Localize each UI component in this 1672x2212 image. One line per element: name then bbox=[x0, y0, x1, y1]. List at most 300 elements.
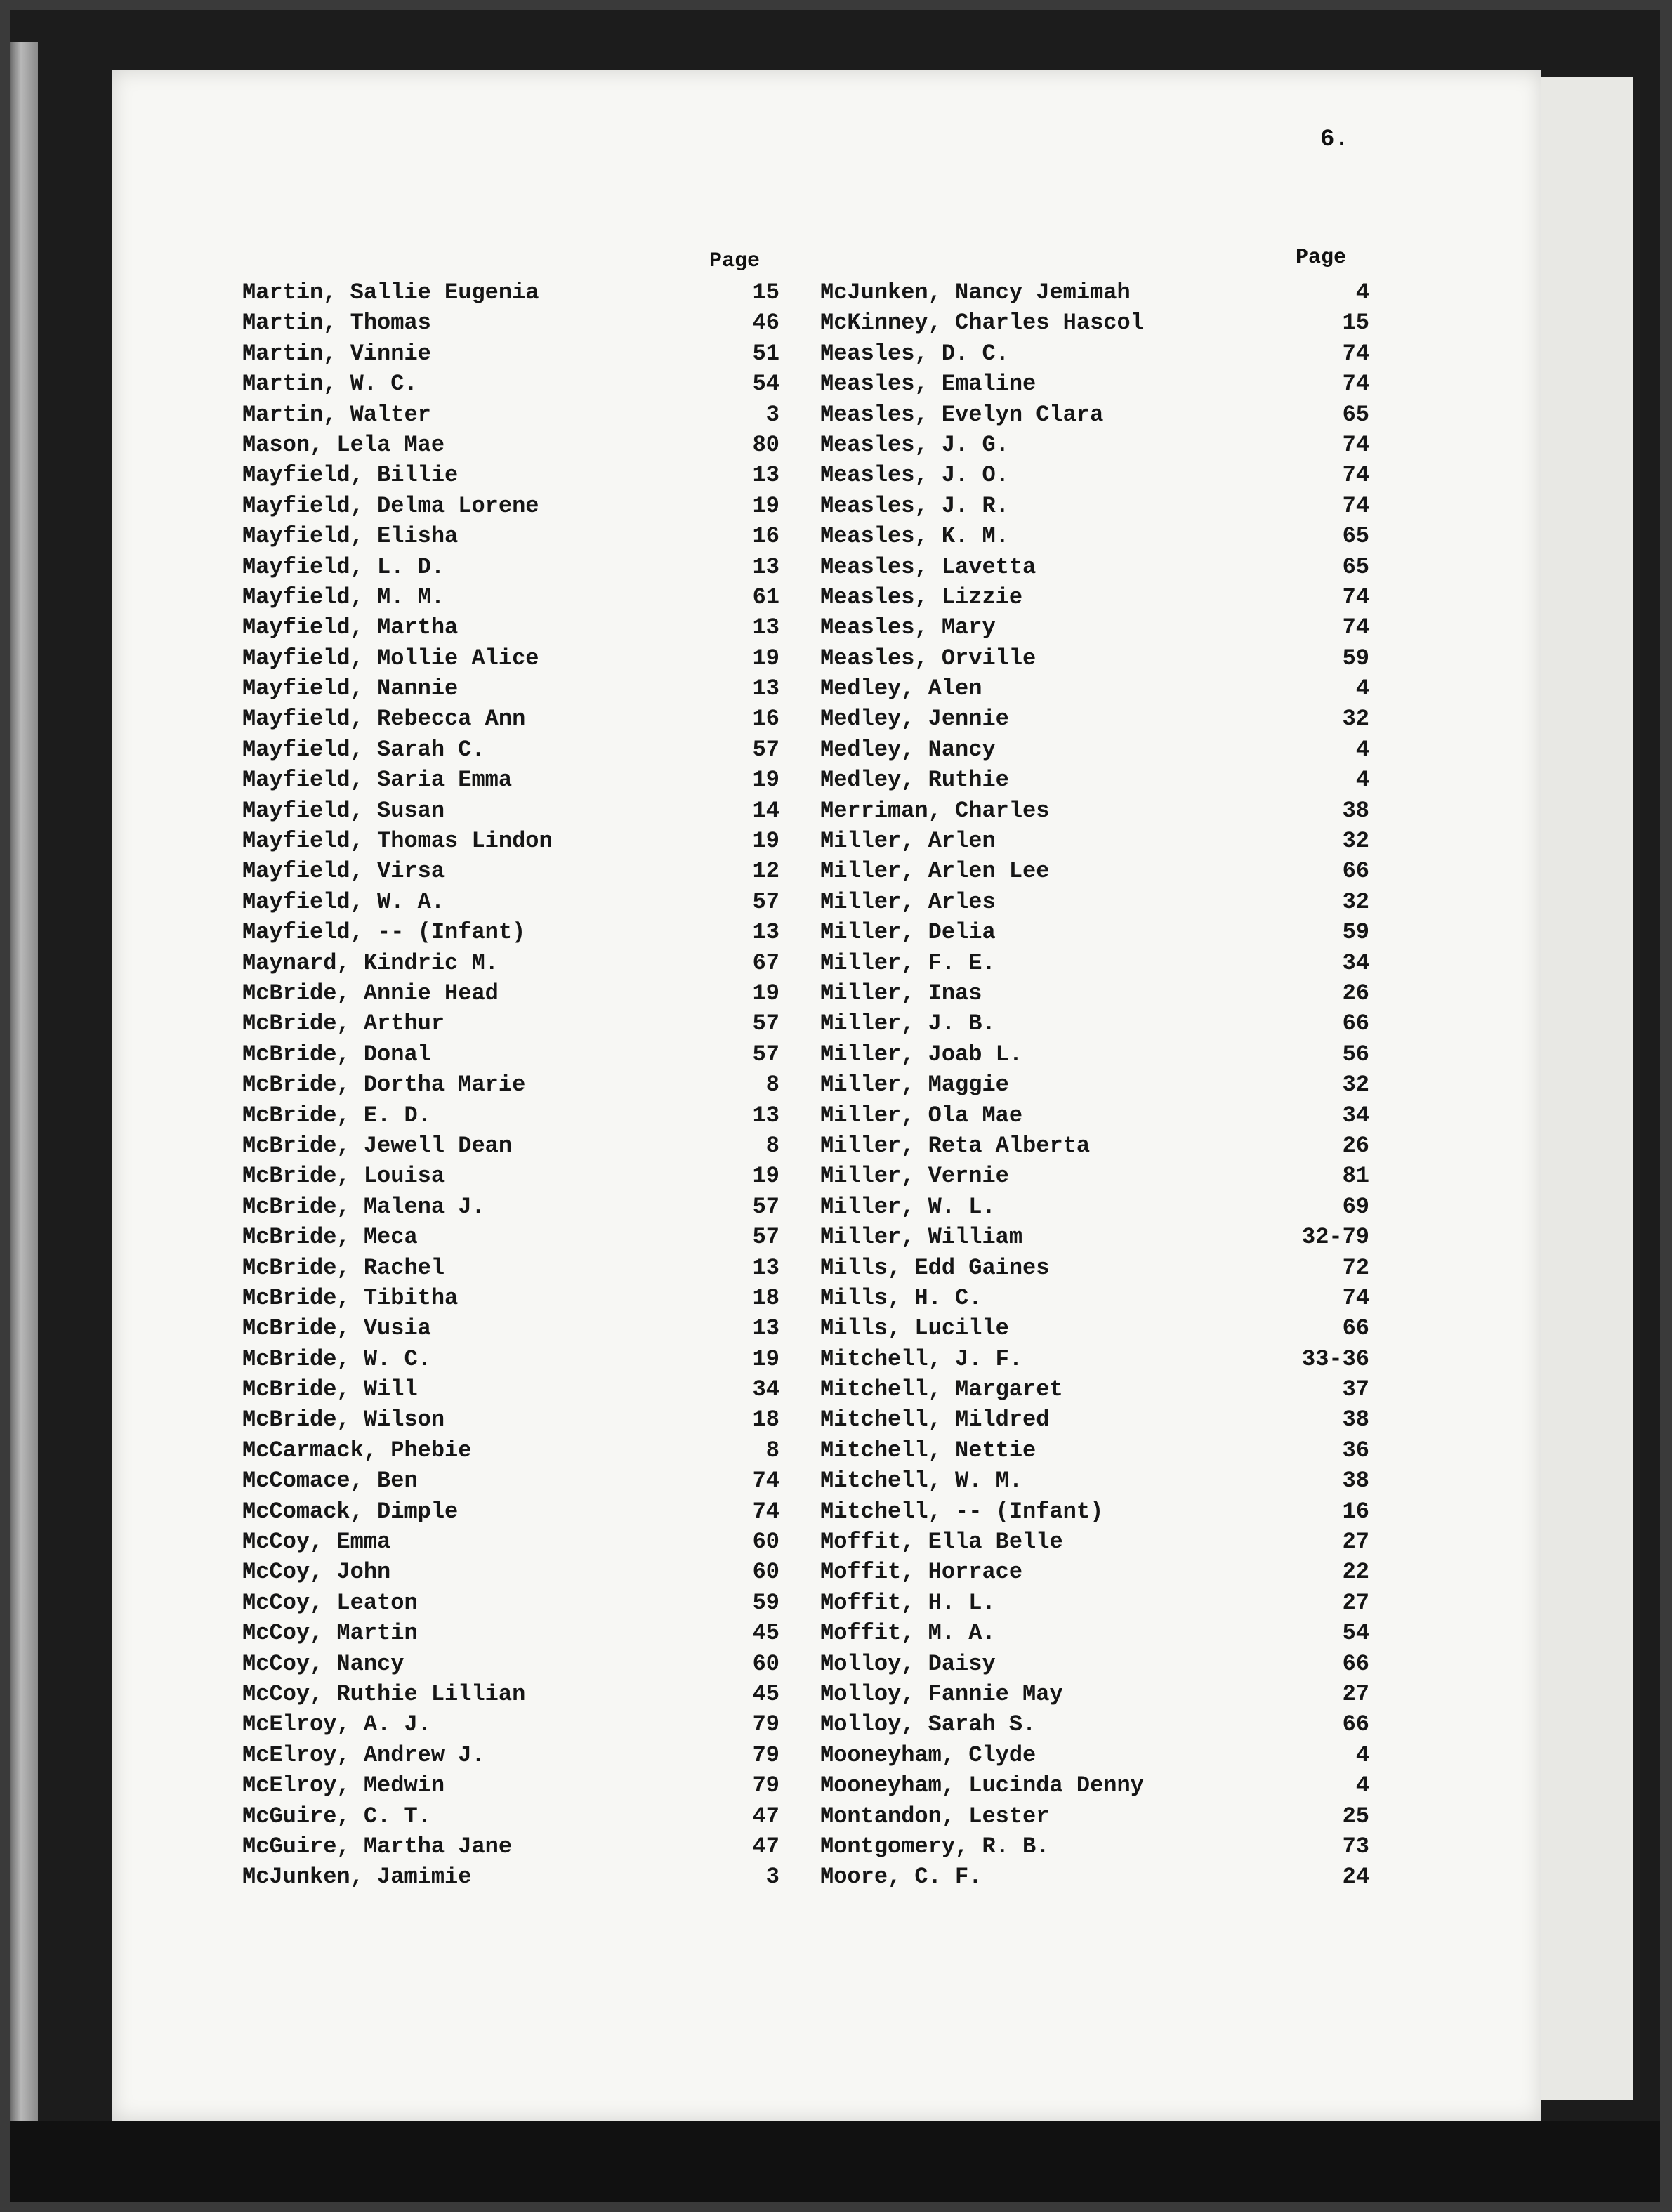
entry-page: 14 bbox=[752, 797, 779, 824]
entry-name: Mayfield, Mollie Alice bbox=[242, 645, 539, 671]
entry-name: McBride, Will bbox=[242, 1376, 418, 1403]
entry-name: Mayfield, Martha bbox=[242, 614, 459, 641]
entry-page: 8 bbox=[765, 1437, 779, 1463]
entry-page: 46 bbox=[752, 310, 779, 336]
index-entry bbox=[820, 1496, 1369, 1527]
entry-name: Measles, Orville bbox=[820, 645, 1036, 671]
entry-page: 57 bbox=[752, 1224, 779, 1251]
entry-page: 66 bbox=[1342, 1650, 1369, 1677]
entry-page: 18 bbox=[752, 1284, 779, 1311]
entry-name: McCoy, Leaton bbox=[242, 1589, 418, 1616]
entry-page: 8 bbox=[765, 1132, 779, 1159]
entry-page: 15 bbox=[752, 279, 779, 305]
entry-page: 19 bbox=[752, 1163, 779, 1190]
index-entry bbox=[242, 1344, 779, 1374]
index-entry bbox=[820, 948, 1369, 978]
entry-page: 65 bbox=[1342, 523, 1369, 550]
entry-page: 72 bbox=[1342, 1254, 1369, 1281]
right-index-column bbox=[820, 277, 1369, 1892]
entry-page: 67 bbox=[752, 949, 779, 976]
index-entry bbox=[820, 917, 1369, 947]
right-page-column-header: Page bbox=[1296, 246, 1347, 270]
entry-name: McCoy, Martin bbox=[242, 1620, 418, 1647]
index-entry bbox=[820, 521, 1369, 551]
entry-page: 13 bbox=[752, 462, 779, 489]
entry-name: McCoy, John bbox=[242, 1559, 391, 1586]
index-entry bbox=[242, 1161, 779, 1191]
entry-name: McElroy, Andrew J. bbox=[242, 1742, 485, 1768]
entry-name: Miller, Delia bbox=[820, 919, 996, 946]
entry-page: 79 bbox=[752, 1711, 779, 1738]
entry-name: McJunken, Jamimie bbox=[242, 1864, 472, 1890]
index-entry bbox=[820, 552, 1369, 582]
entry-page: 54 bbox=[752, 371, 779, 397]
index-entry bbox=[242, 1557, 779, 1587]
entry-page: 38 bbox=[1342, 1407, 1369, 1433]
index-entry bbox=[242, 704, 779, 734]
entry-page: 13 bbox=[752, 676, 779, 702]
entry-page: 8 bbox=[765, 1072, 779, 1098]
entry-page: 36 bbox=[1342, 1437, 1369, 1463]
entry-name: Medley, Alen bbox=[820, 676, 982, 702]
entry-page: 74 bbox=[1342, 431, 1369, 458]
entry-page: 32 bbox=[1342, 828, 1369, 855]
entry-name: Mills, Edd Gaines bbox=[820, 1254, 1050, 1281]
index-entry bbox=[820, 796, 1369, 826]
index-entry bbox=[242, 1283, 779, 1313]
index-entry bbox=[242, 308, 779, 338]
entry-page: 74 bbox=[1342, 371, 1369, 397]
index-entry bbox=[242, 1527, 779, 1557]
entry-page: 38 bbox=[1342, 797, 1369, 824]
index-entry bbox=[820, 369, 1369, 399]
index-entry bbox=[242, 277, 779, 308]
index-entry bbox=[820, 1404, 1369, 1435]
entry-page: 59 bbox=[752, 1589, 779, 1616]
index-entry bbox=[820, 1100, 1369, 1131]
index-entry bbox=[242, 1404, 779, 1435]
entry-page: 19 bbox=[752, 828, 779, 855]
entry-name: Montgomery, R. B. bbox=[820, 1833, 1050, 1859]
entry-name: Miller, Arlen Lee bbox=[820, 858, 1050, 885]
entry-page: 27 bbox=[1342, 1529, 1369, 1555]
entry-page: 27 bbox=[1342, 1680, 1369, 1707]
index-entry bbox=[820, 1283, 1369, 1313]
entry-name: Miller, Inas bbox=[820, 980, 982, 1006]
entry-name: Measles, Lavetta bbox=[820, 553, 1036, 580]
entry-name: Mooneyham, Lucinda Denny bbox=[820, 1772, 1144, 1799]
entry-page: 4 bbox=[1355, 1742, 1369, 1768]
entry-page: 45 bbox=[752, 1620, 779, 1647]
entry-page: 4 bbox=[1355, 1772, 1369, 1799]
entry-name: Mayfield, Delma Lorene bbox=[242, 492, 539, 519]
entry-name: Martin, W. C. bbox=[242, 371, 418, 397]
entry-page: 13 bbox=[752, 919, 779, 946]
index-entry bbox=[820, 704, 1369, 734]
index-entry bbox=[242, 643, 779, 673]
entry-name: Mayfield, Susan bbox=[242, 797, 445, 824]
entry-name: Mooneyham, Clyde bbox=[820, 1742, 1036, 1768]
entry-name: Miller, Arlen bbox=[820, 828, 996, 855]
left-page-column-header: Page bbox=[709, 249, 761, 273]
entry-name: McBride, Louisa bbox=[242, 1163, 445, 1190]
entry-page: 74 bbox=[1342, 614, 1369, 641]
entry-page: 66 bbox=[1342, 1010, 1369, 1037]
entry-name: Medley, Nancy bbox=[820, 736, 996, 763]
entry-name: Molloy, Sarah S. bbox=[820, 1711, 1036, 1738]
entry-page: 57 bbox=[752, 888, 779, 915]
entry-name: Measles, J. O. bbox=[820, 462, 1009, 489]
entry-page: 22 bbox=[1342, 1559, 1369, 1586]
entry-page: 47 bbox=[752, 1803, 779, 1829]
entry-page: 4 bbox=[1355, 736, 1369, 763]
entry-page: 59 bbox=[1342, 919, 1369, 946]
entry-name: McElroy, Medwin bbox=[242, 1772, 445, 1799]
entry-name: Mitchell, Mildred bbox=[820, 1407, 1050, 1433]
entry-name: McBride, Meca bbox=[242, 1224, 418, 1251]
entry-name: Mayfield, Thomas Lindon bbox=[242, 828, 553, 855]
entry-page: 57 bbox=[752, 1041, 779, 1067]
previous-page-edge bbox=[10, 42, 38, 2121]
entry-page: 66 bbox=[1342, 1711, 1369, 1738]
entry-page: 57 bbox=[752, 1010, 779, 1037]
index-entry bbox=[242, 1039, 779, 1069]
entry-name: Maynard, Kindric M. bbox=[242, 949, 499, 976]
entry-name: Measles, J. R. bbox=[820, 492, 1009, 519]
entry-page: 12 bbox=[752, 858, 779, 885]
entry-name: McBride, Jewell Dean bbox=[242, 1132, 513, 1159]
index-entry bbox=[820, 1557, 1369, 1587]
index-entry bbox=[242, 948, 779, 978]
entry-name: McBride, Malena J. bbox=[242, 1193, 485, 1220]
index-entry bbox=[820, 1588, 1369, 1618]
index-entry bbox=[242, 1740, 779, 1770]
index-entry bbox=[242, 1770, 779, 1800]
entry-page: 60 bbox=[752, 1529, 779, 1555]
entry-page: 74 bbox=[1342, 584, 1369, 610]
index-entry bbox=[242, 826, 779, 856]
entry-name: Martin, Walter bbox=[242, 401, 431, 428]
entry-name: McGuire, C. T. bbox=[242, 1803, 431, 1829]
index-entry bbox=[242, 735, 779, 765]
entry-name: Mayfield, Rebecca Ann bbox=[242, 706, 526, 732]
entry-name: McCoy, Ruthie Lillian bbox=[242, 1680, 526, 1707]
index-entry bbox=[242, 1131, 779, 1161]
entry-page: 13 bbox=[752, 1102, 779, 1128]
entry-name: Mills, Lucille bbox=[820, 1315, 1009, 1342]
entry-page: 25 bbox=[1342, 1803, 1369, 1829]
entry-name: Mitchell, W. M. bbox=[820, 1468, 1023, 1494]
index-entry bbox=[820, 430, 1369, 460]
entry-page: 56 bbox=[1342, 1041, 1369, 1067]
entry-page: 54 bbox=[1342, 1620, 1369, 1647]
entry-name: Medley, Jennie bbox=[820, 706, 1009, 732]
entry-name: Measles, Evelyn Clara bbox=[820, 401, 1104, 428]
entry-page: 19 bbox=[752, 767, 779, 794]
entry-page: 66 bbox=[1342, 858, 1369, 885]
entry-page: 19 bbox=[752, 645, 779, 671]
entry-page: 51 bbox=[752, 340, 779, 367]
entry-name: McJunken, Nancy Jemimah bbox=[820, 279, 1131, 305]
index-entry bbox=[242, 1649, 779, 1679]
index-entry bbox=[820, 1039, 1369, 1069]
entry-name: Martin, Sallie Eugenia bbox=[242, 279, 539, 305]
entry-name: Mitchell, -- (Infant) bbox=[820, 1498, 1104, 1525]
index-entry bbox=[242, 1069, 779, 1100]
index-entry bbox=[242, 1374, 779, 1404]
entry-page: 13 bbox=[752, 1254, 779, 1281]
entry-name: Moffit, H. L. bbox=[820, 1589, 996, 1616]
entry-name: Mayfield, L. D. bbox=[242, 553, 445, 580]
entry-page: 19 bbox=[752, 492, 779, 519]
page-right-edge bbox=[1541, 77, 1633, 2100]
index-entry bbox=[242, 673, 779, 704]
entry-name: Moffit, Horrace bbox=[820, 1559, 1023, 1586]
entry-page: 60 bbox=[752, 1650, 779, 1677]
entry-name: McBride, Arthur bbox=[242, 1010, 445, 1037]
entry-name: Medley, Ruthie bbox=[820, 767, 1009, 794]
entry-name: Martin, Thomas bbox=[242, 310, 431, 336]
index-entry bbox=[242, 338, 779, 369]
index-entry bbox=[820, 1527, 1369, 1557]
index-entry bbox=[242, 1253, 779, 1283]
entry-name: McBride, Donal bbox=[242, 1041, 431, 1067]
entry-name: McGuire, Martha Jane bbox=[242, 1833, 513, 1859]
entry-page: 65 bbox=[1342, 553, 1369, 580]
entry-name: McCarmack, Phebie bbox=[242, 1437, 472, 1463]
entry-page: 16 bbox=[752, 706, 779, 732]
entry-name: Measles, Lizzie bbox=[820, 584, 1023, 610]
entry-name: Miller, Reta Alberta bbox=[820, 1132, 1091, 1159]
entry-page: 24 bbox=[1342, 1864, 1369, 1890]
entry-name: Miller, Maggie bbox=[820, 1072, 1009, 1098]
entry-page: 19 bbox=[752, 1345, 779, 1372]
entry-page: 34 bbox=[1342, 949, 1369, 976]
entry-page: 16 bbox=[1342, 1498, 1369, 1525]
index-entry bbox=[820, 1435, 1369, 1466]
entry-name: Moore, C. F. bbox=[820, 1864, 982, 1890]
index-entry bbox=[820, 400, 1369, 430]
entry-name: Mayfield, Elisha bbox=[242, 523, 459, 550]
entry-page: 74 bbox=[1342, 340, 1369, 367]
index-entry bbox=[242, 491, 779, 521]
entry-name: Molloy, Daisy bbox=[820, 1650, 996, 1677]
entry-page: 74 bbox=[752, 1468, 779, 1494]
entry-name: McComack, Dimple bbox=[242, 1498, 459, 1525]
entry-page: 69 bbox=[1342, 1193, 1369, 1220]
entry-name: Miller, Arles bbox=[820, 888, 996, 915]
entry-name: McBride, Annie Head bbox=[242, 980, 499, 1006]
entry-name: McComace, Ben bbox=[242, 1468, 418, 1494]
entry-page: 74 bbox=[1342, 1284, 1369, 1311]
entry-name: Mason, Lela Mae bbox=[242, 431, 445, 458]
index-entry bbox=[820, 1344, 1369, 1374]
index-entry bbox=[820, 765, 1369, 795]
index-entry bbox=[242, 612, 779, 643]
index-entry bbox=[242, 1618, 779, 1648]
entry-name: McBride, Rachel bbox=[242, 1254, 445, 1281]
entry-name: Moffit, M. A. bbox=[820, 1620, 996, 1647]
index-entry bbox=[242, 1222, 779, 1252]
entry-page: 74 bbox=[1342, 492, 1369, 519]
entry-page: 57 bbox=[752, 1193, 779, 1220]
index-entry bbox=[242, 430, 779, 460]
entry-name: Mitchell, J. F. bbox=[820, 1345, 1023, 1372]
entry-name: Miller, W. L. bbox=[820, 1193, 996, 1220]
entry-page: 65 bbox=[1342, 401, 1369, 428]
entry-page: 45 bbox=[752, 1680, 779, 1707]
entry-page: 66 bbox=[1342, 1315, 1369, 1342]
entry-page: 4 bbox=[1355, 676, 1369, 702]
entry-page: 3 bbox=[765, 401, 779, 428]
index-entry bbox=[242, 1008, 779, 1039]
entry-name: Miller, F. E. bbox=[820, 949, 996, 976]
entry-page: 27 bbox=[1342, 1589, 1369, 1616]
entry-page: 34 bbox=[1342, 1102, 1369, 1128]
index-entry bbox=[820, 612, 1369, 643]
entry-page: 80 bbox=[752, 431, 779, 458]
entry-page: 3 bbox=[765, 1864, 779, 1890]
index-entry bbox=[820, 1069, 1369, 1100]
index-entry bbox=[242, 765, 779, 795]
entry-page: 59 bbox=[1342, 645, 1369, 671]
entry-name: Miller, Ola Mae bbox=[820, 1102, 1023, 1128]
index-entry bbox=[820, 1618, 1369, 1648]
index-entry bbox=[820, 1192, 1369, 1222]
index-entry bbox=[242, 400, 779, 430]
entry-name: McBride, Tibitha bbox=[242, 1284, 459, 1311]
index-entry bbox=[242, 1862, 779, 1892]
index-entry bbox=[242, 1192, 779, 1222]
entry-name: Merriman, Charles bbox=[820, 797, 1050, 824]
entry-page: 19 bbox=[752, 980, 779, 1006]
entry-name: McBride, E. D. bbox=[242, 1102, 431, 1128]
entry-page: 4 bbox=[1355, 279, 1369, 305]
index-entry bbox=[242, 1679, 779, 1709]
entry-page: 81 bbox=[1342, 1163, 1369, 1190]
index-entry bbox=[242, 978, 779, 1008]
entry-page: 79 bbox=[752, 1772, 779, 1799]
entry-name: McKinney, Charles Hascol bbox=[820, 310, 1144, 336]
entry-page: 13 bbox=[752, 614, 779, 641]
index-entry bbox=[820, 1740, 1369, 1770]
entry-page: 60 bbox=[752, 1559, 779, 1586]
entry-page: 4 bbox=[1355, 767, 1369, 794]
entry-page: 18 bbox=[752, 1407, 779, 1433]
entry-page: 32 bbox=[1342, 706, 1369, 732]
entry-page: 38 bbox=[1342, 1468, 1369, 1494]
entry-name: McCoy, Nancy bbox=[242, 1650, 404, 1677]
entry-page: 57 bbox=[752, 736, 779, 763]
entry-name: McElroy, A. J. bbox=[242, 1711, 431, 1738]
entry-page: 16 bbox=[752, 523, 779, 550]
index-entry bbox=[820, 582, 1369, 612]
index-entry bbox=[820, 1679, 1369, 1709]
entry-name: Measles, Mary bbox=[820, 614, 996, 641]
entry-page: 13 bbox=[752, 1315, 779, 1342]
entry-page: 26 bbox=[1342, 1132, 1369, 1159]
entry-page: 61 bbox=[752, 584, 779, 610]
index-entry bbox=[820, 1253, 1369, 1283]
entry-name: McCoy, Emma bbox=[242, 1529, 391, 1555]
entry-page: 73 bbox=[1342, 1833, 1369, 1859]
entry-name: Montandon, Lester bbox=[820, 1803, 1050, 1829]
entry-name: Mayfield, Billie bbox=[242, 462, 459, 489]
index-entry bbox=[820, 643, 1369, 673]
index-entry bbox=[820, 1161, 1369, 1191]
index-entry bbox=[242, 460, 779, 490]
entry-name: Miller, William bbox=[820, 1224, 1023, 1251]
index-entry bbox=[820, 1831, 1369, 1862]
index-entry bbox=[242, 1435, 779, 1466]
entry-name: McBride, W. C. bbox=[242, 1345, 431, 1372]
index-entry bbox=[242, 521, 779, 551]
entry-name: Measles, D. C. bbox=[820, 340, 1009, 367]
page-number: 6. bbox=[1320, 126, 1349, 153]
index-entry bbox=[820, 338, 1369, 369]
index-entry bbox=[820, 1709, 1369, 1739]
index-entry bbox=[820, 856, 1369, 886]
entry-name: Measles, Emaline bbox=[820, 371, 1036, 397]
index-entry bbox=[820, 735, 1369, 765]
entry-name: Mitchell, Margaret bbox=[820, 1376, 1063, 1403]
entry-name: Mayfield, -- (Infant) bbox=[242, 919, 526, 946]
entry-page: 33-36 bbox=[1301, 1345, 1369, 1372]
index-entry bbox=[820, 1862, 1369, 1892]
entry-name: Moffit, Ella Belle bbox=[820, 1529, 1063, 1555]
index-entry bbox=[242, 1496, 779, 1527]
entry-page: 32 bbox=[1342, 1072, 1369, 1098]
entry-page: 26 bbox=[1342, 980, 1369, 1006]
index-entry bbox=[820, 1801, 1369, 1831]
index-entry bbox=[242, 856, 779, 886]
entry-page: 74 bbox=[752, 1498, 779, 1525]
index-entry bbox=[820, 1770, 1369, 1800]
index-entry bbox=[242, 552, 779, 582]
entry-page: 74 bbox=[1342, 462, 1369, 489]
index-entry bbox=[242, 887, 779, 917]
entry-name: Mitchell, Nettie bbox=[820, 1437, 1036, 1463]
index-entry bbox=[820, 1222, 1369, 1252]
entry-name: McBride, Dortha Marie bbox=[242, 1072, 526, 1098]
entry-page: 15 bbox=[1342, 310, 1369, 336]
index-entry bbox=[820, 1374, 1369, 1404]
index-entry bbox=[820, 978, 1369, 1008]
index-entry bbox=[820, 1313, 1369, 1343]
entry-name: Measles, K. M. bbox=[820, 523, 1009, 550]
index-entry bbox=[820, 460, 1369, 490]
index-entry bbox=[242, 1588, 779, 1618]
entry-name: Miller, Joab L. bbox=[820, 1041, 1023, 1067]
index-entry bbox=[820, 1008, 1369, 1039]
index-entry bbox=[242, 582, 779, 612]
entry-name: McBride, Wilson bbox=[242, 1407, 445, 1433]
index-entry bbox=[242, 1709, 779, 1739]
entry-name: Mayfield, M. M. bbox=[242, 584, 445, 610]
entry-name: Mayfield, W. A. bbox=[242, 888, 445, 915]
entry-name: McBride, Vusia bbox=[242, 1315, 431, 1342]
left-index-column bbox=[242, 277, 779, 1892]
index-entry bbox=[242, 917, 779, 947]
entry-page: 34 bbox=[752, 1376, 779, 1403]
entry-name: Mayfield, Sarah C. bbox=[242, 736, 485, 763]
entry-name: Mayfield, Virsa bbox=[242, 858, 445, 885]
entry-page: 32-79 bbox=[1301, 1224, 1369, 1251]
entry-page: 32 bbox=[1342, 888, 1369, 915]
index-entry bbox=[242, 1831, 779, 1862]
index-entry bbox=[820, 1466, 1369, 1496]
index-entry bbox=[820, 1649, 1369, 1679]
